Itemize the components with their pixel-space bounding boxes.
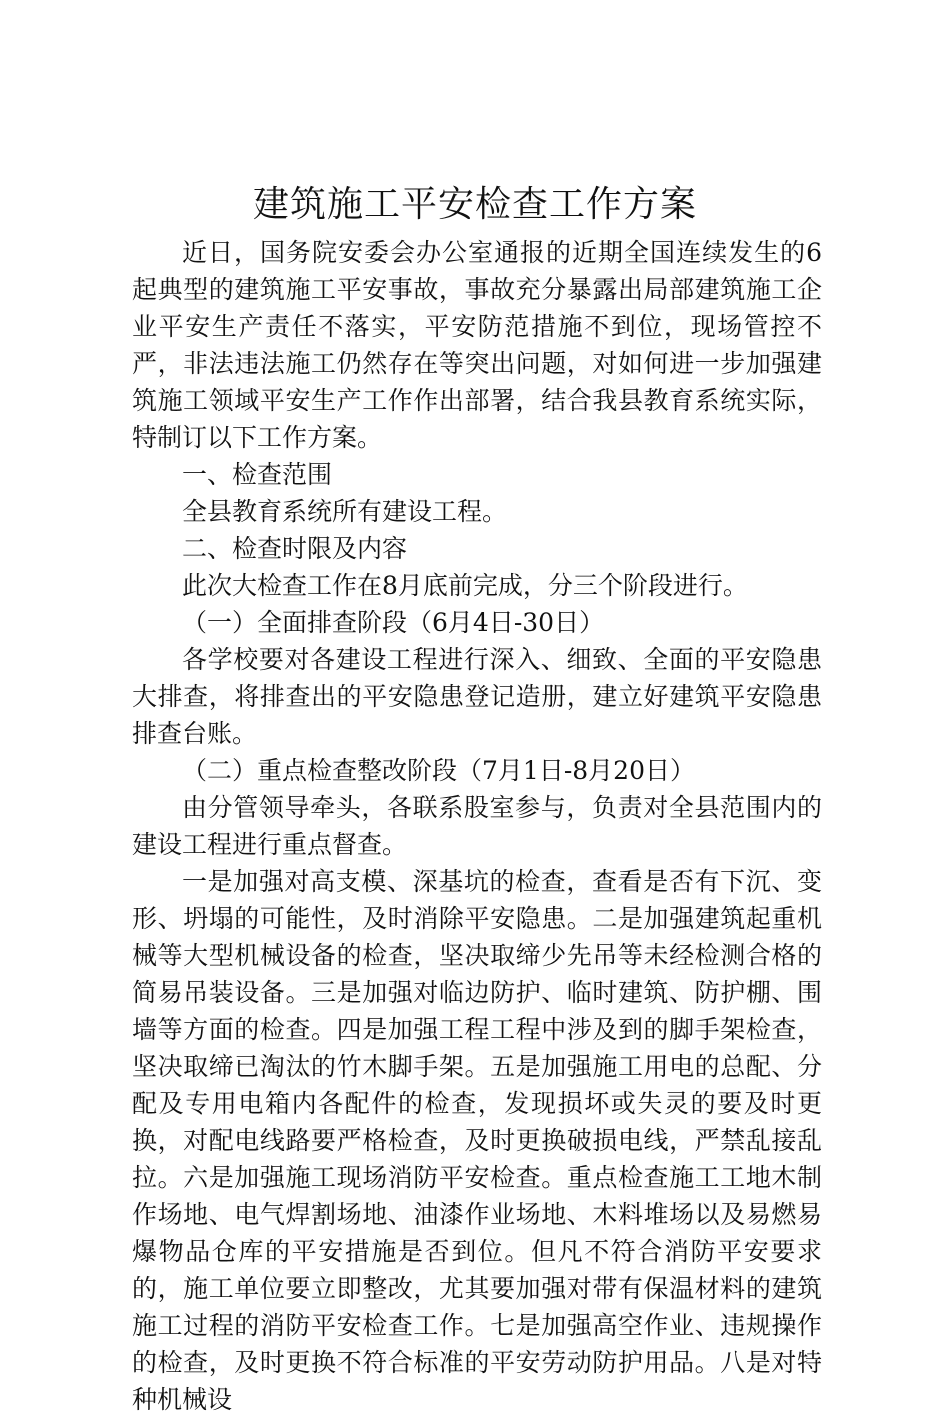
timeline-paragraph: 此次大检查工作在8月底前完成，分三个阶段进行。 [182,571,748,600]
inspection-items-paragraph: 一是加强对高支模、深基坑的检查，查看是否有下沉、变形、坍塌的可能性，及时消除平安隐患。二是加强建筑起重机械等大型机械设备的检查，坚决取缔少先吊等未经检测合格的简易吊装设备。三是加强对临边防护、临时建筑、防护棚、围墙等方面的检查。四是加强工程工程中涉及到的脚手架检查，坚决取缔已淘汰的竹木脚手架。五是加强施工用电的总配、分配及专用电箱内各配件的检查，发现损坏或失灵的要及时更换，对配电线路要严格检查，及时更换破损电线，严禁乱接乱拉。六是加强施工现场消防平安检查。重点检查施工工地木制作场地、电气焊割场地、油漆作业场地、木料堆场以及易燃易爆物品仓库的平安措施是否到位。但凡不符合消防平安要求的，施工单位要立即整改，尤其要加强对带有保温材料的建筑施工过程的消防平安检查工作。七是加强高空作业、违规操作的检查，及时更换不符合标准的平安劳动防护用品。八是对特种机械设 [132,867,822,1414]
stage-heading-1: （一）全面排查阶段（6月4日-30日） [182,608,605,637]
section-heading-timeline: 二、检查时限及内容 [182,534,408,563]
document-body [132,234,822,1418]
stage-1-paragraph: 各学校要对各建设工程进行深入、细致、全面的平安隐患大排查，将排查出的平安隐患登记造册，建立好建筑平安隐患排查台账。 [132,645,822,748]
stage-heading-2: （二）重点检查整改阶段（7月1日-8月20日） [182,756,695,785]
document-title: 建筑施工平安检查工作方案 [252,184,697,225]
intro-paragraph: 近日，国务院安委会办公室通报的近期全国连续发生的6起典型的建筑施工平安事故，事故充分暴露出局部建筑施工企业平安生产责任不落实，平安防范措施不到位，现场管控不严，非法违法施工仍然存在等突出问题，对如何进一步加强建筑施工领域平安生产工作作出部署，结合我县教育系统实际，特制订以下工作方案。 [132,238,822,452]
stage-2-paragraph: 由分管领导牵头，各联系股室参与，负责对全县范围内的建设工程进行重点督查。 [132,793,822,859]
scope-paragraph: 全县教育系统所有建设工程。 [182,497,508,526]
section-heading-scope: 一、检查范围 [182,460,333,489]
